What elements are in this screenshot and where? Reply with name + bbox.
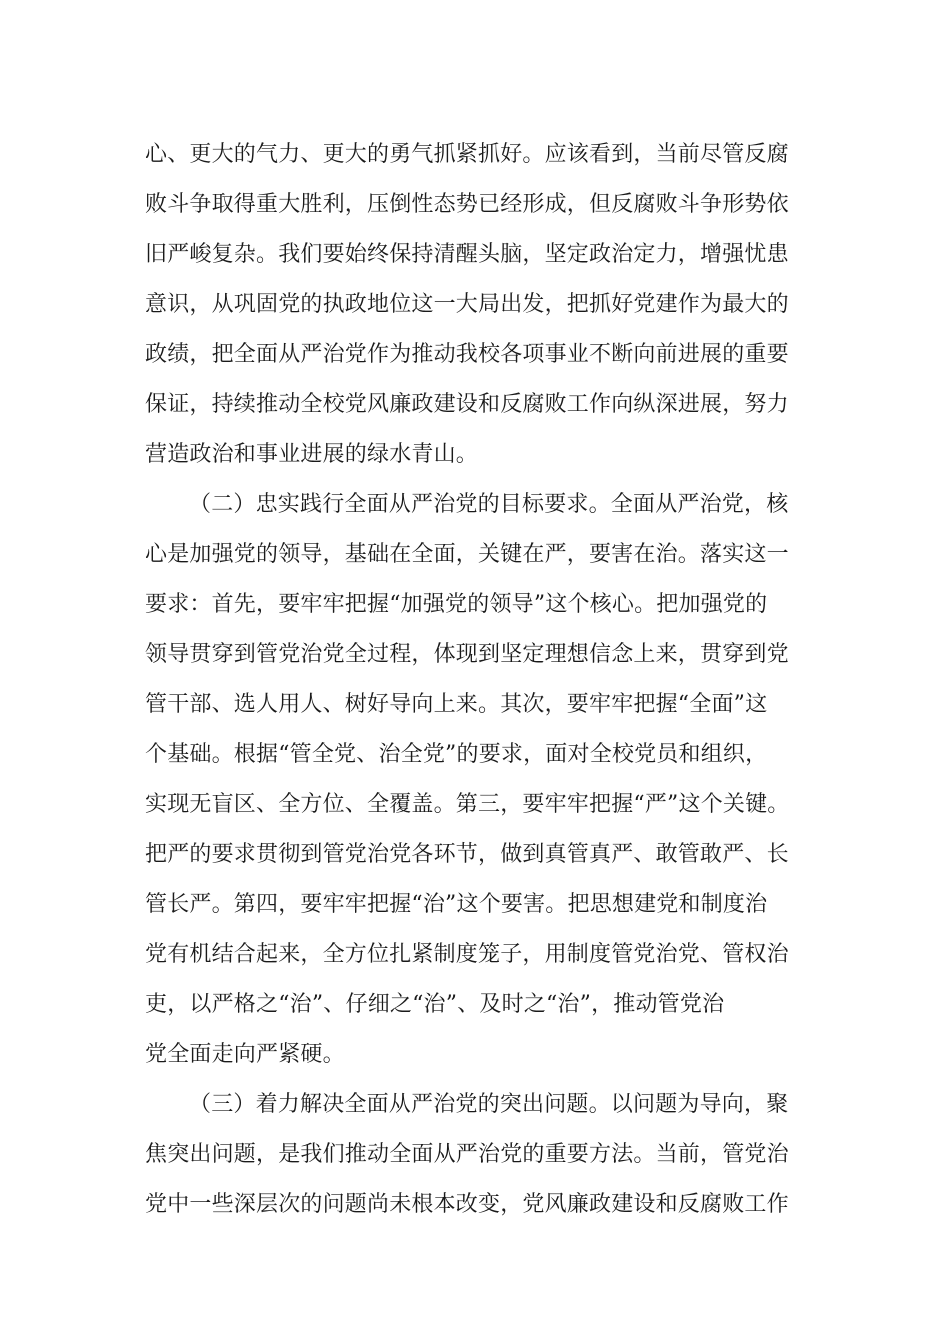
text-line: 要求：首先，要牢牢把握“加强党的领导”这个核心。把加强党的: [145, 592, 768, 617]
text-line: 心、更大的气力、更大的勇气抓紧抓好。应该看到，当前尽管反腐: [145, 142, 789, 167]
text-line: 焦突出问题，是我们推动全面从严治党的重要方法。当前，管党治: [145, 1142, 789, 1167]
text-line: 政绩，把全面从严治党作为推动我校各项事业不断向前进展的重要: [145, 342, 789, 367]
text-line: 心是加强党的领导，基础在全面，关键在严，要害在治。落实这一: [145, 542, 789, 567]
text-line: （二）忠实践行全面从严治党的目标要求。全面从严治党，核: [189, 492, 789, 517]
text-line: 管干部、选人用人、树好导向上来。其次，要牢牢把握“全面”这: [145, 692, 768, 717]
text-line: （三）着力解决全面从严治党的突出问题。以问题为导向，聚: [189, 1092, 789, 1117]
text-line: 领导贯穿到管党治党全过程，体现到坚定理想信念上来，贯穿到党: [145, 642, 789, 667]
text-line: 党全面走向严紧硬。: [145, 1042, 345, 1067]
text-line: 党中一些深层次的问题尚未根本改变，党风廉政建设和反腐败工作: [145, 1192, 789, 1217]
text-line: 实现无盲区、全方位、全覆盖。第三，要牢牢把握“严”这个关键。: [145, 792, 790, 817]
text-line: 意识，从巩固党的执政地位这一大局出发，把抓好党建作为最大的: [145, 292, 789, 317]
text-line: 旧严峻复杂。我们要始终保持清醒头脑，坚定政治定力，增强忧患: [145, 242, 789, 267]
text-line: 吏，以严格之“治”、仔细之“治”、及时之“治”，推动管党治: [145, 992, 725, 1017]
text-line: 个基础。根据“管全党、治全党”的要求，面对全校党员和组织，: [145, 742, 768, 767]
text-line: 保证，持续推动全校党风廉政建设和反腐败工作向纵深进展，努力: [145, 392, 789, 417]
text-line: 营造政治和事业进展的绿水青山。: [145, 442, 479, 467]
text-line: 败斗争取得重大胜利，压倒性态势已经形成，但反腐败斗争形势依: [145, 192, 789, 217]
text-line: 把严的要求贯彻到管党治党各环节，做到真管真严、敢管敢严、长: [145, 842, 789, 867]
text-line: 管长严。第四，要牢牢把握“治”这个要害。把思想建党和制度治: [145, 892, 768, 917]
document-body: [145, 130, 825, 1230]
text-line: 党有机结合起来，全方位扎紧制度笼子，用制度管党治党、管权治: [145, 942, 789, 967]
